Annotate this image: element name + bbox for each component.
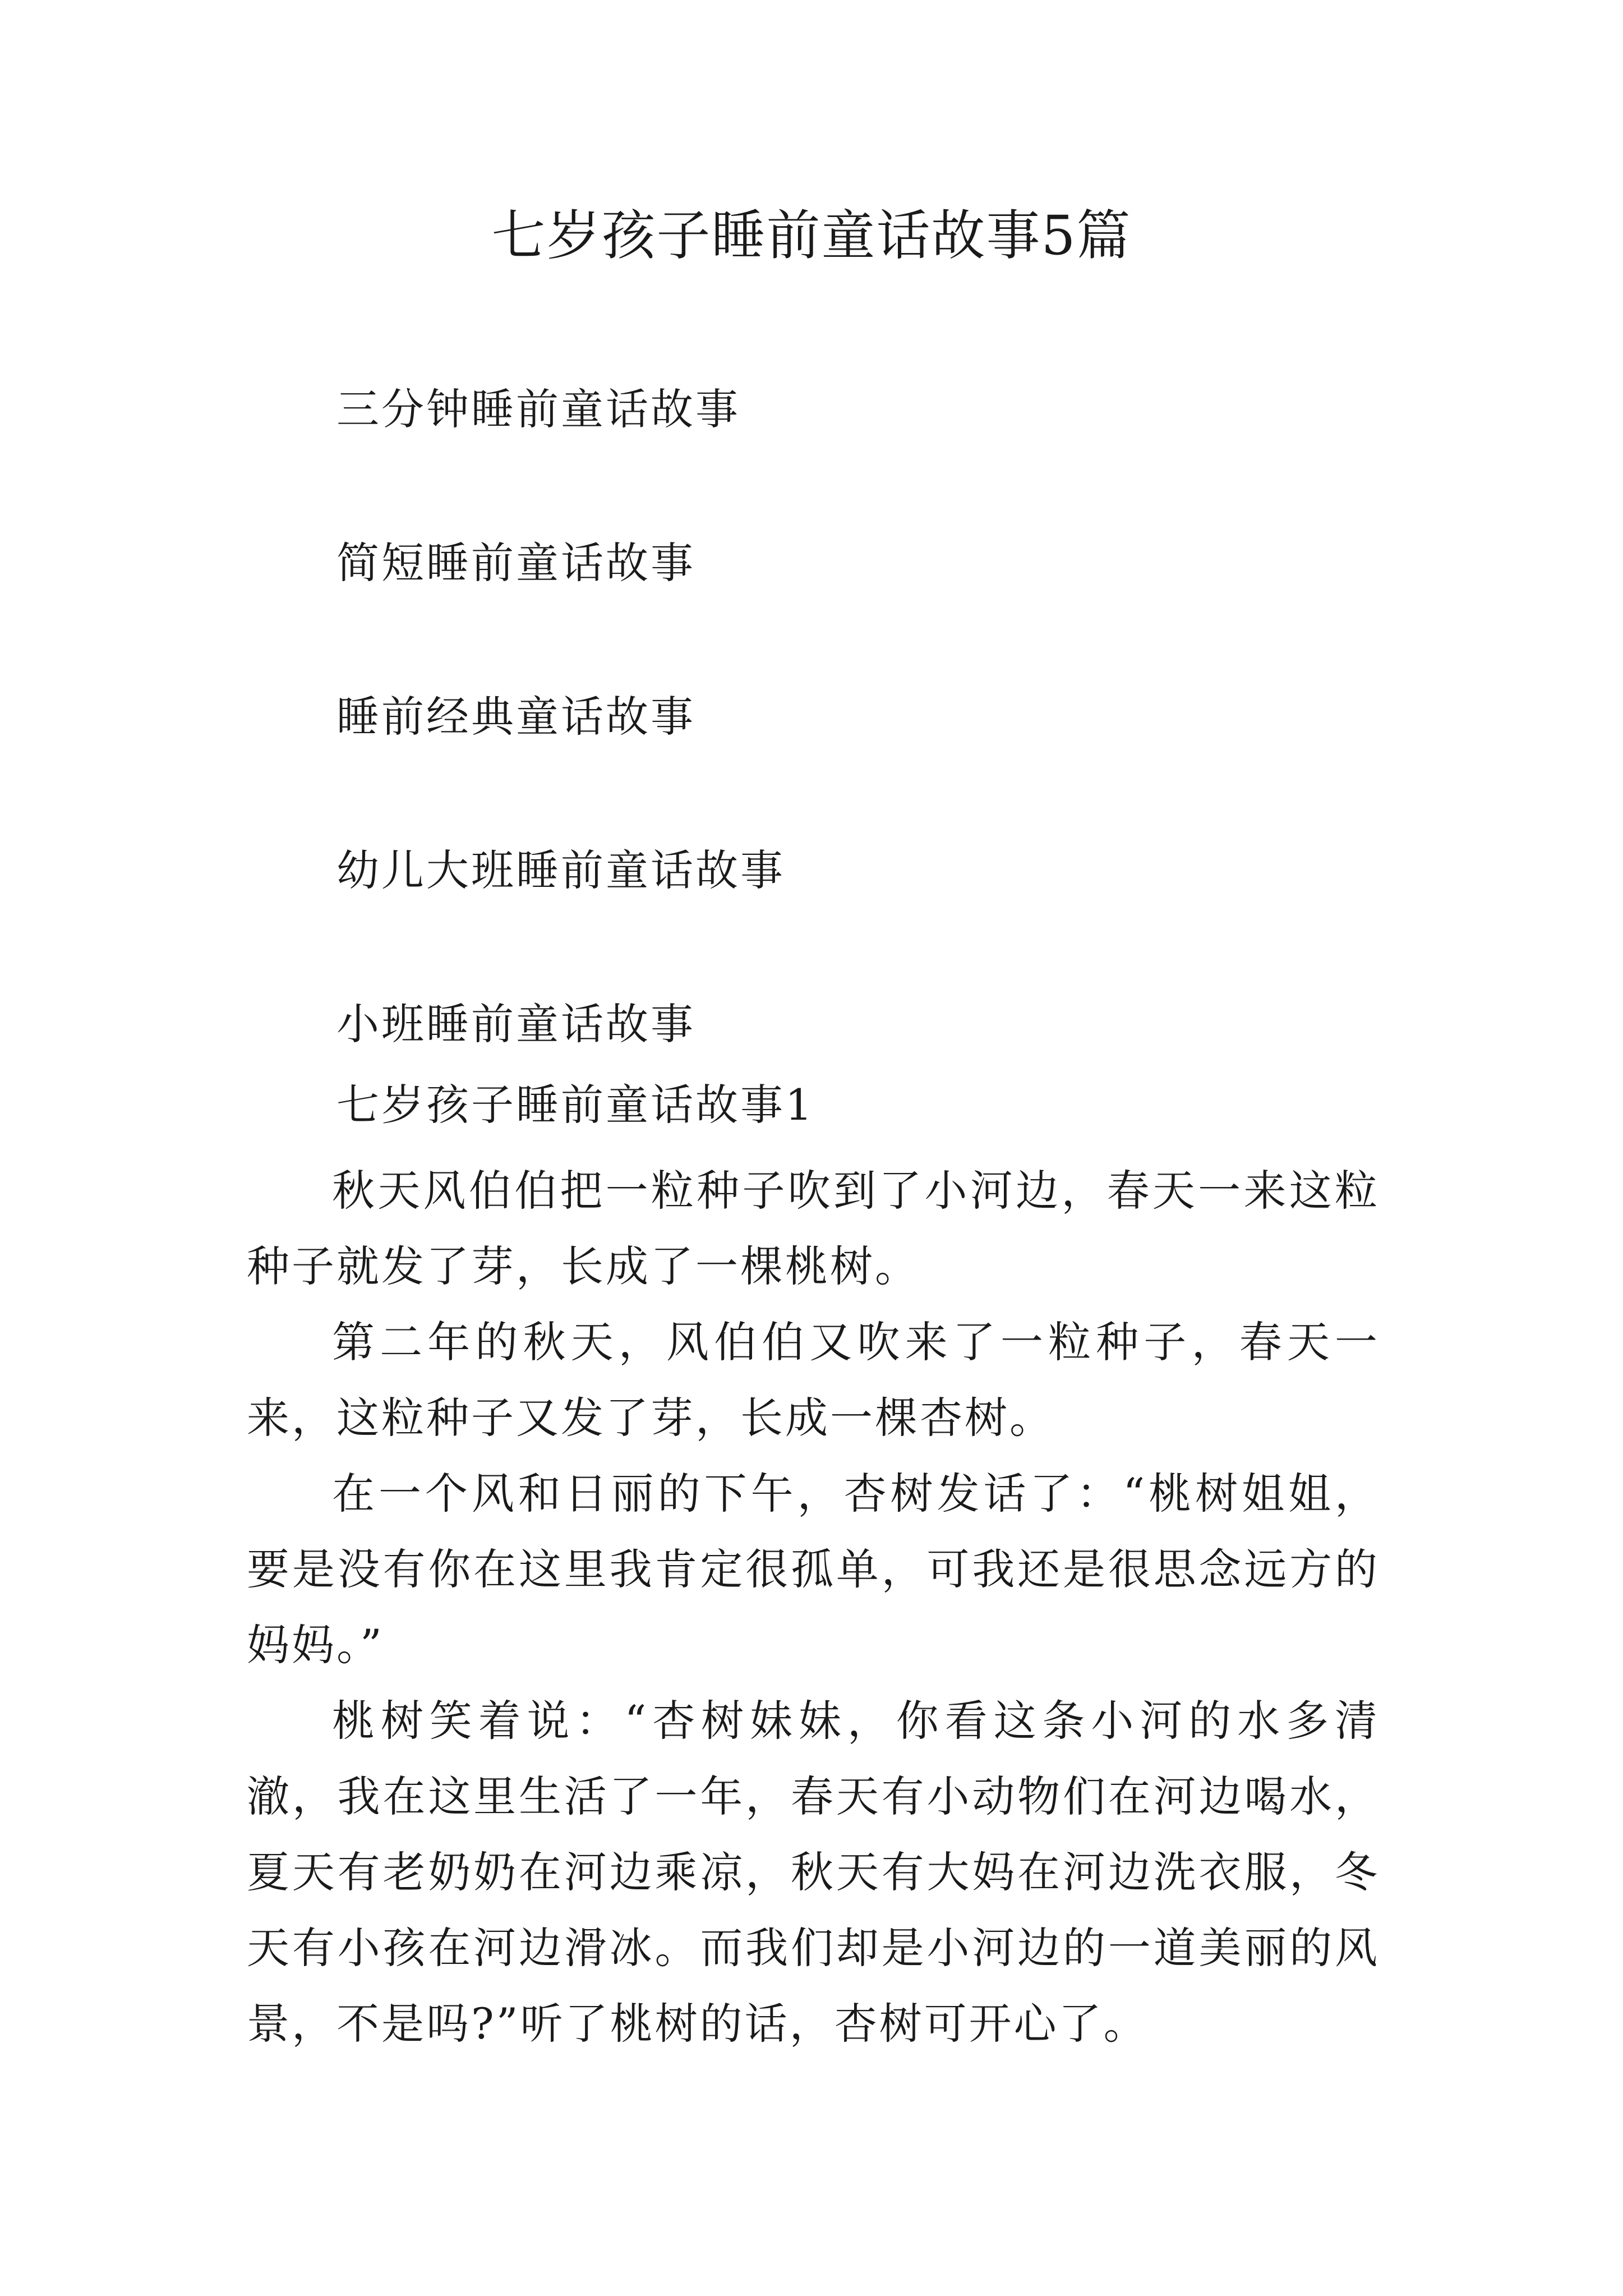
toc-item: 幼儿大班睡前童话故事: [336, 845, 785, 895]
document-title: 七岁孩子睡前童话故事5篇: [491, 204, 1132, 267]
paragraph: 在一个风和日丽的下午，杏树发话了：“桃树姐姐，要是没有你在这里我肯定很孤单，可我还是很思念远方的妈妈。”: [247, 1469, 1380, 1670]
toc-item: 睡前经典童话故事: [336, 692, 695, 742]
table-of-contents: [336, 381, 1514, 1052]
paragraph: 秋天风伯伯把一粒种子吹到了小河边，春天一来这粒种子就发了芽，长成了一棵桃树。: [247, 1166, 1380, 1291]
toc-item: 三分钟睡前童话故事: [336, 384, 740, 434]
story-heading: 七岁孩子睡前童话故事1: [336, 1080, 815, 1130]
paragraph: 桃树笑着说：“杏树妹妹，你看这条小河的水多清澈，我在这里生活了一年，春天有小动物们在河边喝水，夏天有老奶奶在河边乘凉，秋天有大妈在河边洗衣服，冬天有小孩在河边滑冰。而我们却是小河边的一道美丽的风景，不是吗?”听了桃树的话，杏树可开心了。: [247, 1696, 1380, 2049]
story-body: [247, 1153, 1380, 2062]
toc-item: 小班睡前童话故事: [336, 999, 695, 1049]
paragraph: 第二年的秋天，风伯伯又吹来了一粒种子，春天一来，这粒种子又发了芽，长成一棵杏树。: [247, 1317, 1380, 1443]
toc-item: 简短睡前童话故事: [336, 538, 695, 588]
